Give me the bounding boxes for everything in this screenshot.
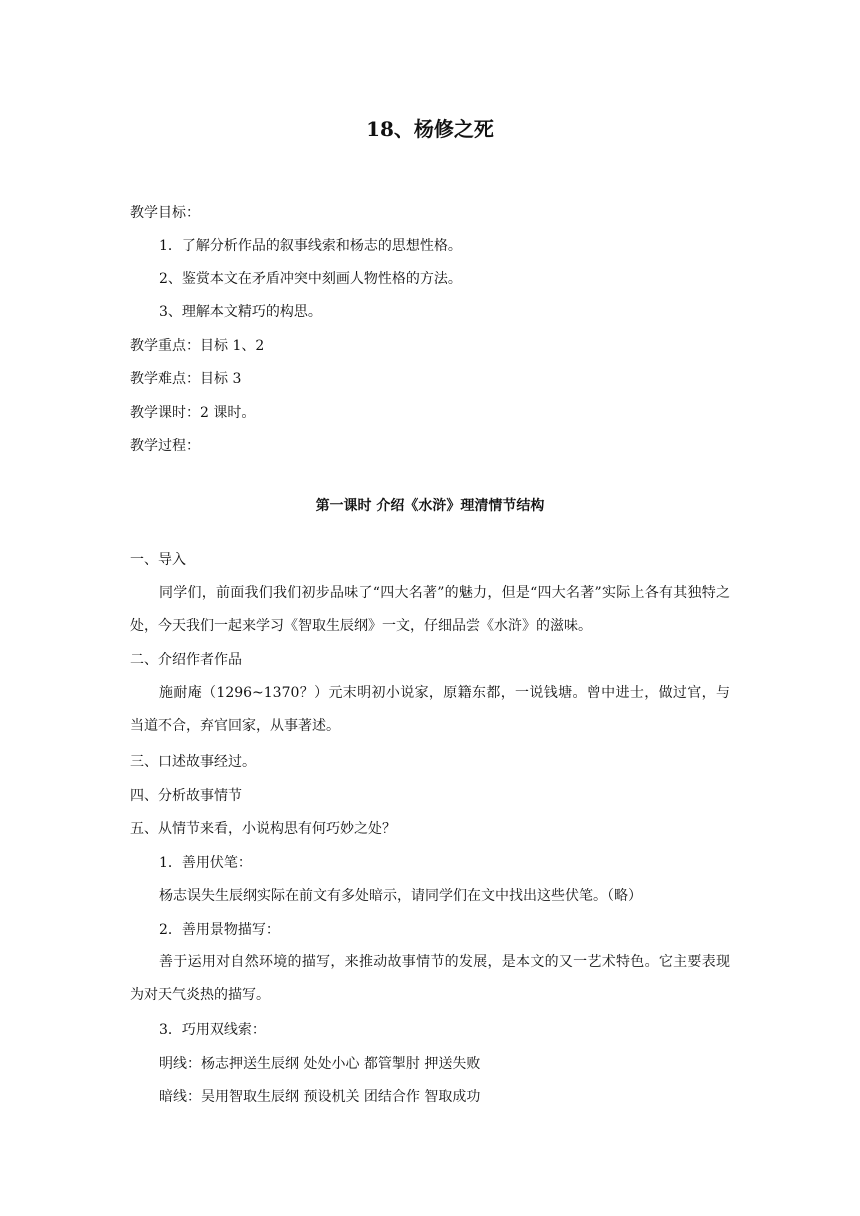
difficulties: 教学难点：目标 3: [130, 371, 242, 387]
objectives-heading: 教学目标：: [130, 205, 200, 221]
point-heading-scenery: 2．善用景物描写：: [159, 922, 280, 938]
point-heading-foreshadow: 1．善用伏笔：: [159, 855, 252, 871]
point-body-scenery: 善于运用对自然环境的描写，来推动故事情节的发展，是本文的又一艺术特色。它主要表现为对天气炎热的描写。: [130, 954, 730, 1003]
section-heading-author: 二、介绍作者作品: [130, 652, 242, 668]
document-title: 18、杨修之死: [366, 117, 494, 141]
objective-item: 2、鉴赏本文在矛盾冲突中刻画人物性格的方法。: [159, 271, 462, 287]
key-points: 教学重点：目标 1、2: [130, 338, 265, 354]
section-heading-story: 三、口述故事经过。: [130, 754, 256, 770]
objective-item: 3、理解本文精巧的构思。: [159, 304, 322, 320]
section-heading-structure: 五、从情节来看，小说构思有何巧妙之处？: [130, 821, 396, 837]
point-heading-clues: 3．巧用双线索：: [159, 1022, 266, 1038]
section-heading-intro: 一、导入: [130, 552, 186, 568]
section-heading-plot: 四、分析故事情节: [130, 788, 242, 804]
class-hours: 教学课时：2 课时。: [130, 405, 256, 421]
clue-line-implicit: 暗线：吴用智取生辰纲 预设机关 团结合作 智取成功: [159, 1089, 481, 1105]
objective-item: 1．了解分析作品的叙事线索和杨志的思想性格。: [159, 238, 462, 254]
point-body-foreshadow: 杨志误失生辰纲实际在前文有多处暗示，请同学们在文中找出这些伏笔。（略）: [159, 888, 642, 904]
process-heading: 教学过程：: [130, 438, 200, 454]
section-body-author: 施耐庵（1296~1370？）元末明初小说家，原籍东都，一说钱塘。曾中进士，做过官，与当道不合，弃官回家，从事著述。: [130, 685, 730, 734]
lesson-title: 第一课时 介绍《水浒》理清情节结构: [315, 498, 545, 514]
clue-line-explicit: 明线：杨志押送生辰纲 处处小心 都管掣肘 押送失败: [159, 1056, 481, 1072]
section-body-intro: 同学们，前面我们我们初步品味了“四大名著”的魅力，但是“四大名著”实际上各有其独特之处，今天我们一起来学习《智取生辰纲》一文，仔细品尝《水浒》的滋味。: [130, 585, 730, 634]
